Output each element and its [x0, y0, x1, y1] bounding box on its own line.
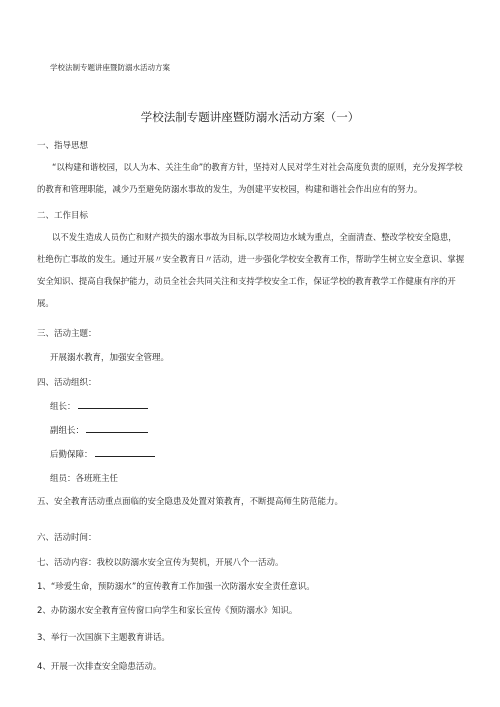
section-4-heading: 四、活动组织：: [37, 378, 97, 388]
document-title: 学校法制专题讲座暨防溺水活动方案（一）: [140, 110, 360, 124]
section-3-text: 开展溺水教育，加强安全管理。: [50, 353, 170, 363]
list-item: 1、“珍爱生命，预防溺水”的宣传教育工作加强一次防溺水安全责任意识。: [37, 582, 315, 592]
org-logistics-row: [50, 448, 155, 460]
org-deputy-row: [50, 424, 148, 436]
section-5-heading: 五、安全教育活动重点面临的安全隐患及处置对策教育，不断提高师生防范能力。: [37, 497, 344, 507]
leader-blank: [78, 400, 148, 409]
logistics-blank: [95, 448, 155, 457]
section-3-heading: 三、活动主题：: [37, 329, 97, 339]
org-leader-label: 组长：: [50, 402, 76, 412]
list-item: 3、举行一次国旗下主题教育讲话。: [37, 633, 170, 643]
list-item: 4、开展一次排查安全隐患活动。: [37, 662, 162, 672]
section-2-paragraph: 以不发生造成人员伤亡和财产损失的溺水事故为目标,以学校周边水域为重点，全面清查、整改学校安全隐患，杜绝伤亡事故的发生。通过开展〃安全教育日〃活动，进一步强化学校安全教育工作，帮助学生树立安全意识、掌握安全知识、提高自我保护能力，动员全社会共同关注和支持学校安全工作，保证学校的教育教学工作健康有序的开展。: [37, 232, 465, 308]
section-6-heading: 六、活动时间：: [37, 533, 97, 543]
running-header: 学校法制专题讲座暨防溺水活动方案: [50, 63, 170, 72]
section-1-heading: 一、指导思想: [37, 141, 89, 151]
org-deputy-label: 副组长：: [50, 426, 85, 436]
list-item: 2、办防溺水安全教育宣传窗口向学生和家长宣传《预防溺水》知识。: [37, 606, 298, 616]
section-7-heading: 七、活动内容：我校以防溺水安全宣传为契机，开展八个一活动。: [37, 558, 284, 568]
deputy-blank: [86, 424, 148, 433]
org-leader-row: [50, 400, 148, 412]
section-2-heading: 二、工作目标: [37, 211, 89, 221]
section-1-paragraph: “以构建和谐校园，以人为本、关注生命”的教育方针，坚持对人民对学生对社会高度负责的原则，充分发挥学校的教育和管理职能，减少乃至避免防溺水事故的发生，为创建平安校园，构建和谐社会作出应有的努力。: [37, 162, 463, 194]
org-members: 组员：各班班主任: [50, 474, 119, 484]
org-logistics-label: 后勤保障：: [50, 450, 93, 460]
